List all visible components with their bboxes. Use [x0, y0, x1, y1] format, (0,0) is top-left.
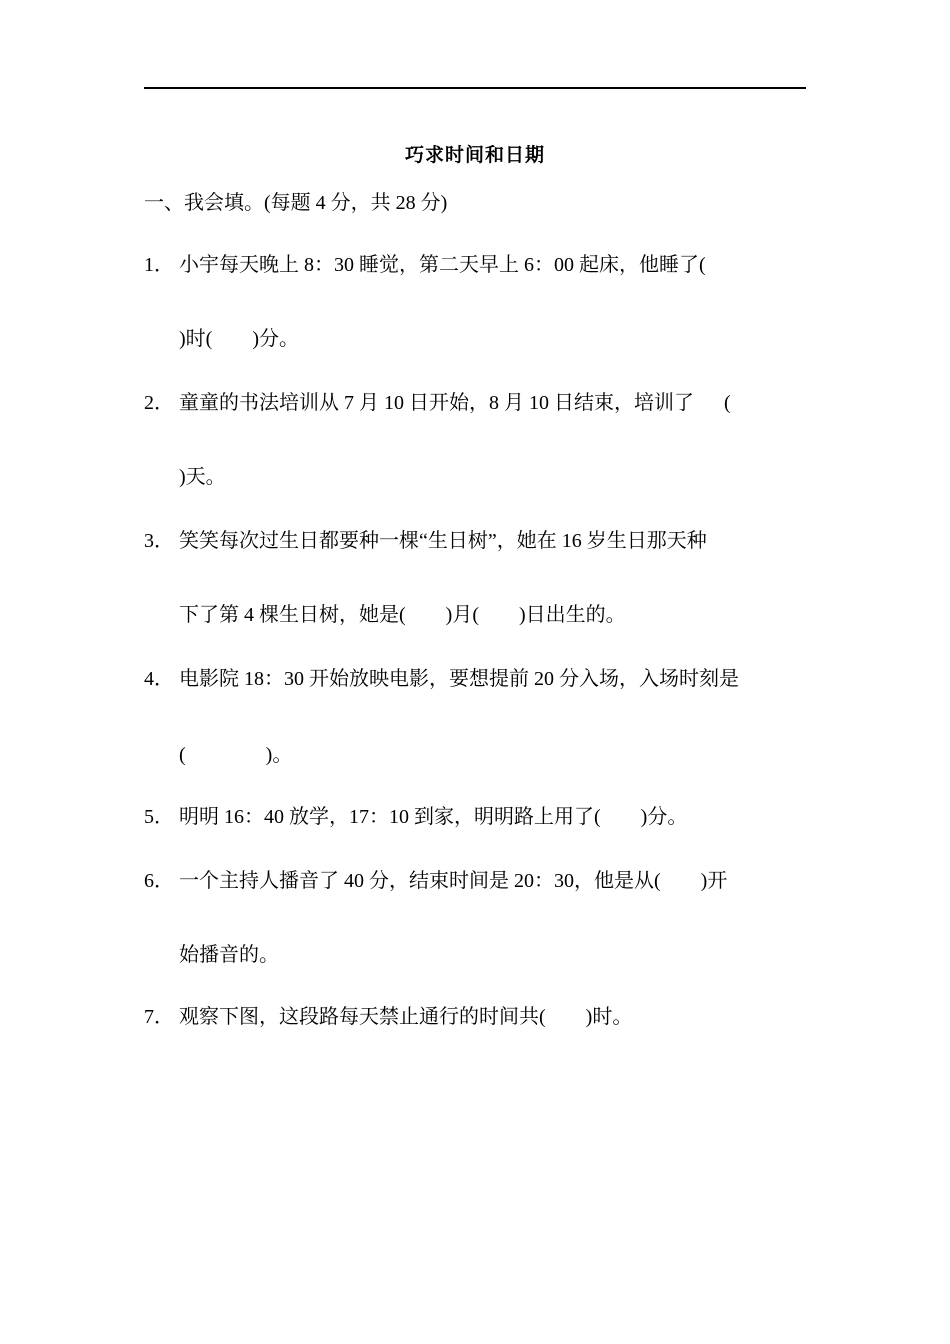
page-title: 巧求时间和日期	[404, 144, 545, 166]
question-2-line-2: )天。	[179, 466, 226, 488]
question-3-line-1	[144, 527, 707, 555]
question-1-line-1	[144, 251, 706, 279]
question-1-text: 小宇每天晚上 8：30 睡觉，第二天早上 6：00 起床，他睡了(	[179, 254, 706, 276]
question-4-line-2: ( )。	[179, 744, 293, 766]
section-heading: 一、我会填。(每题 4 分，共 28 分)	[144, 192, 448, 214]
question-1-line-2: )时( )分。	[179, 328, 299, 350]
question-2-text: 童童的书法培训从 7 月 10 日开始，8 月 10 日结束，培训了 (	[179, 392, 731, 414]
question-6-line-1	[144, 867, 727, 895]
question-7-line-1	[144, 1003, 632, 1031]
question-6-line-2: 始播音的。	[179, 944, 279, 966]
question-4-text: 电影院 18：30 开始放映电影，要想提前 20 分入场，入场时刻是	[179, 668, 739, 690]
question-7-text: 观察下图，这段路每天禁止通行的时间共( )时。	[179, 1006, 633, 1028]
question-2-line-1	[144, 389, 731, 417]
question-3-line-2: 下了第 4 棵生日树，她是( )月( )日出生的。	[179, 604, 626, 626]
question-2-number: 2．	[144, 392, 174, 414]
question-6-number: 6．	[144, 870, 174, 892]
question-4-line-1	[144, 665, 739, 693]
header-rule	[144, 87, 806, 89]
question-3-text: 笑笑每次过生日都要种一棵“生日树”，她在 16 岁生日那天种	[179, 530, 707, 552]
question-5-text: 明明 16：40 放学，17：10 到家，明明路上用了( )分。	[179, 806, 688, 828]
question-1-number: 1．	[144, 254, 174, 276]
question-4-number: 4．	[144, 668, 174, 690]
question-7-number: 7．	[144, 1006, 174, 1028]
question-5-line-1	[144, 803, 687, 831]
question-6-text: 一个主持人播音了 40 分，结束时间是 20：30，他是从( )开	[179, 870, 728, 892]
question-3-number: 3．	[144, 530, 174, 552]
question-5-number: 5．	[144, 806, 174, 828]
